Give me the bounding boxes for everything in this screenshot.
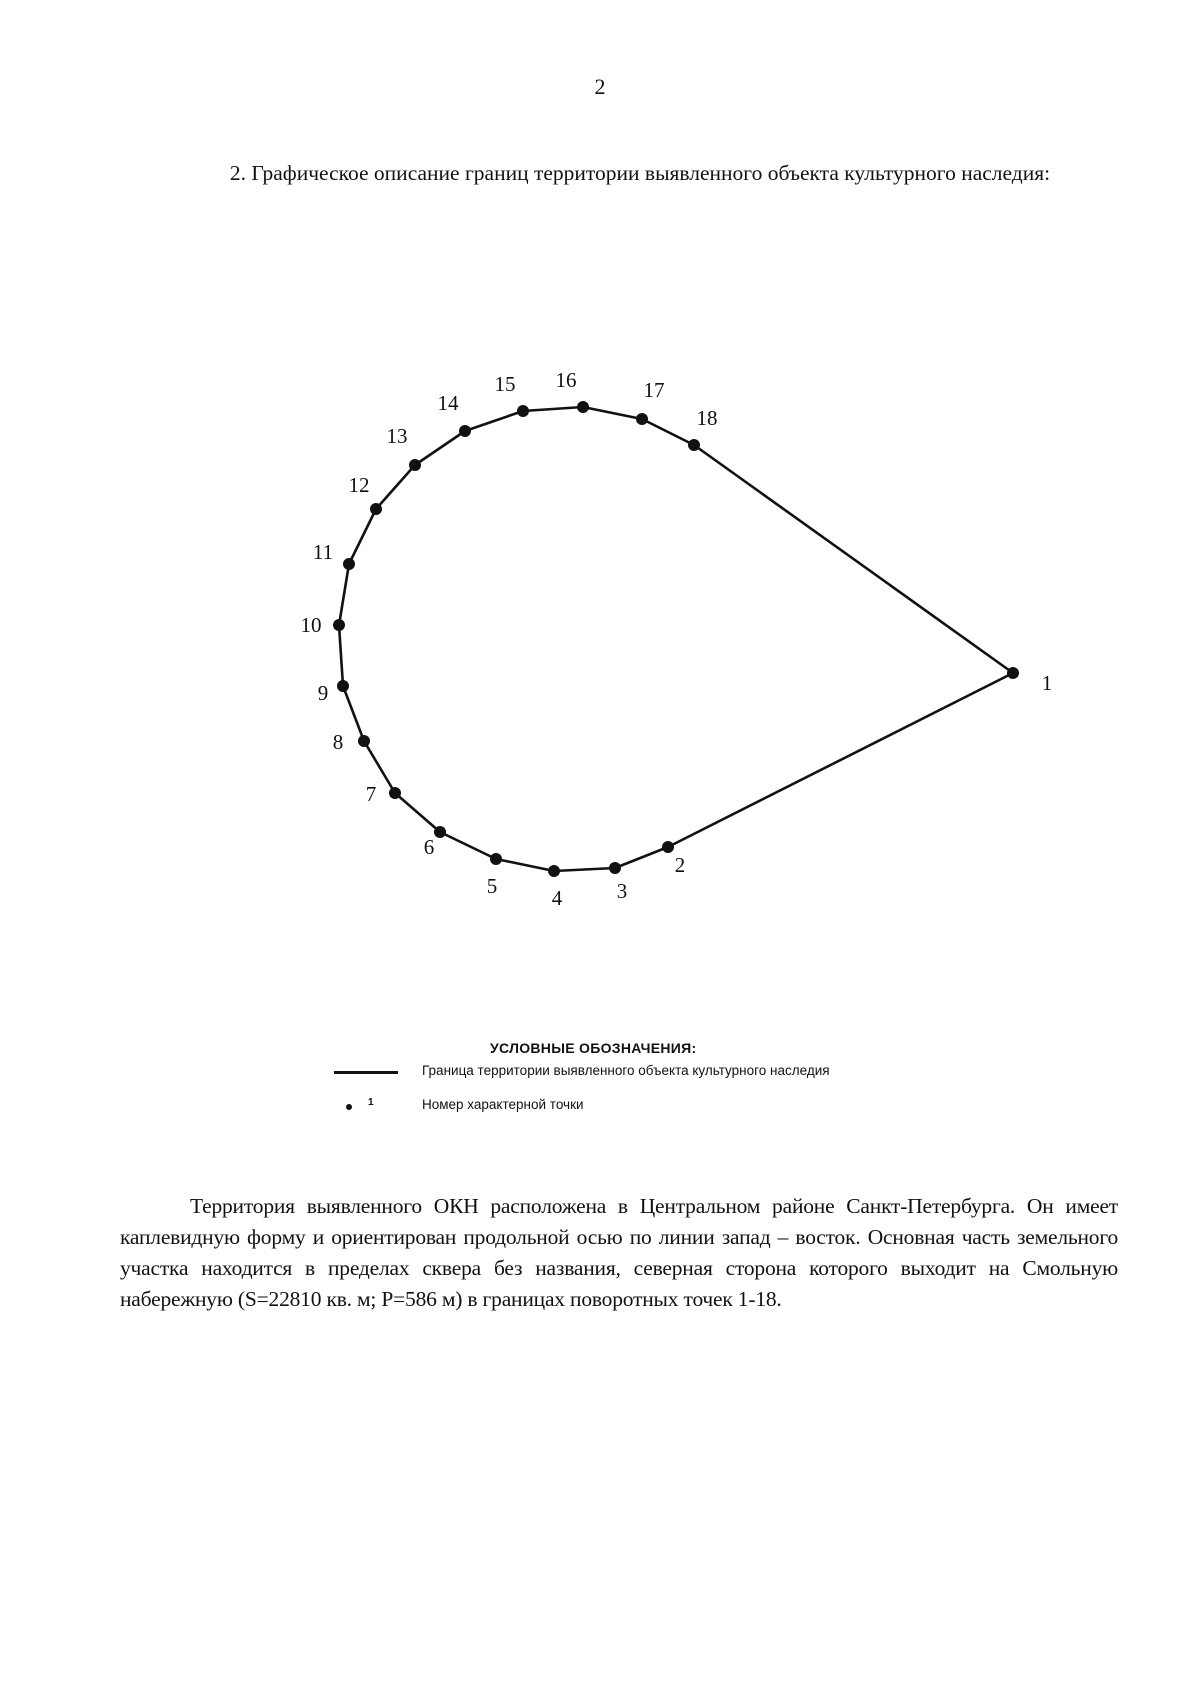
- legend-point-symbol: [330, 1097, 400, 1115]
- boundary-line: [339, 407, 1013, 871]
- legend-point-number: 1: [368, 1097, 374, 1108]
- point-label-11: 11: [312, 540, 334, 564]
- section-title: 2. Графическое описание границ территории выявленного объекта культурного наследия:: [229, 161, 1051, 185]
- points-layer: [301, 368, 1053, 910]
- point-label-13: 13: [386, 424, 408, 448]
- description-paragraph: Территория выявленного ОКН расположена в Центральном районе Санкт-Петербурга. Он имеет каплевидную форму и ориентирован продольной осью по линии запад – восток. Основная часть земельного участка находится в пределах сквера без названия, северная сторона которого выходит на Смольную набережную (S=22810 кв. м; P=586 м) в границах поворотных точек 1-18.: [120, 1194, 1118, 1311]
- boundary-point-1: [1007, 667, 1019, 679]
- boundary-point-4: [548, 865, 560, 877]
- page-number: 2: [594, 74, 606, 99]
- boundary-point-10: [333, 619, 345, 631]
- point-label-8: 8: [332, 730, 344, 754]
- boundary-point-7: [389, 787, 401, 799]
- boundary-point-9: [337, 680, 349, 692]
- boundary-point-18: [688, 439, 700, 451]
- legend-line-symbol: [330, 1063, 400, 1081]
- point-label-12: 12: [348, 473, 370, 497]
- point-label-9: 9: [317, 681, 329, 705]
- point-label-6: 6: [423, 835, 435, 859]
- boundary-point-8: [358, 735, 370, 747]
- boundary-point-5: [490, 853, 502, 865]
- point-label-15: 15: [494, 372, 516, 396]
- boundary-point-16: [577, 401, 589, 413]
- point-label-16: 16: [555, 368, 577, 392]
- point-label-10: 10: [300, 613, 322, 637]
- point-label-5: 5: [486, 874, 498, 898]
- boundary-point-17: [636, 413, 648, 425]
- legend-item-text: Номер характерной точки: [422, 1097, 584, 1112]
- point-label-18: 18: [696, 406, 718, 430]
- boundary-point-11: [343, 558, 355, 570]
- point-label-4: 4: [551, 886, 563, 910]
- point-label-1: 1: [1041, 671, 1053, 695]
- point-label-14: 14: [437, 391, 459, 415]
- point-label-7: 7: [365, 782, 377, 806]
- boundary-point-12: [370, 503, 382, 515]
- point-label-17: 17: [643, 378, 665, 402]
- boundary-point-15: [517, 405, 529, 417]
- boundary-point-2: [662, 841, 674, 853]
- legend-item-text: Граница территории выявленного объекта культурного наследия: [422, 1063, 830, 1078]
- legend-title: УСЛОВНЫЕ ОБОЗНАЧЕНИЯ:: [490, 1040, 697, 1056]
- boundary-point-13: [409, 459, 421, 471]
- boundary-point-6: [434, 826, 446, 838]
- point-label-2: 2: [674, 853, 686, 877]
- boundary-point-3: [609, 862, 621, 874]
- point-label-3: 3: [616, 879, 628, 903]
- boundary-point-14: [459, 425, 471, 437]
